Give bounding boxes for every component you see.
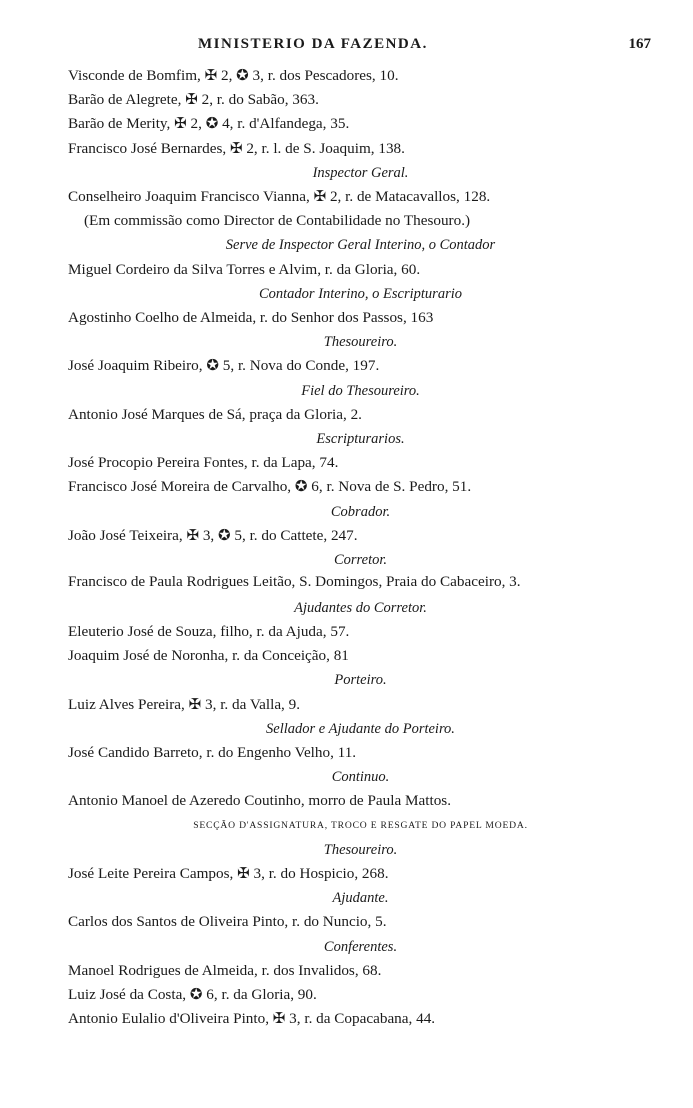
running-header xyxy=(68,36,653,56)
order-cross-icon: ✠ xyxy=(272,1011,286,1028)
order-medal-icon: ✪ xyxy=(294,479,308,496)
order-cross-icon: ✠ xyxy=(185,92,198,109)
order-medal-icon: ✪ xyxy=(206,358,219,375)
directory-entry: Antonio José Marques de Sá, praça da Gloria, 2. xyxy=(68,405,362,423)
order-cross-icon: ✠ xyxy=(204,68,218,84)
order-medal-icon: ✪ xyxy=(205,116,219,133)
directory-entry: João José Teixeira, ✠ 3, ✪ 5, r. do Cattete, 247. xyxy=(68,524,653,548)
directory-entry: Luiz Alves Pereira, ✠ 3, r. da Valla, 9. xyxy=(68,693,653,717)
directory-entry: Luiz José da Costa, ✪ 6, r. da Gloria, 90. xyxy=(68,983,653,1007)
directory-entry: Manoel Rodrigues de Almeida, r. dos Invalidos, 68. xyxy=(68,961,382,979)
directory-entry: Eleuterio José de Souza, filho, r. da Ajuda, 57. xyxy=(68,622,350,640)
order-medal-icon: ✪ xyxy=(189,987,203,1004)
section-heading: Corretor. xyxy=(333,552,388,569)
section-heading: Thesoureiro. xyxy=(323,334,398,351)
section-heading: Cobrador. xyxy=(330,503,391,520)
order-cross-icon: ✠ xyxy=(188,696,202,713)
directory-entry: Barão de Merity, ✠ 2, ✪ 4, r. d'Alfandega, 35. xyxy=(68,112,653,136)
directory-entry: Agostinho Coelho de Almeida, r. do Senhor dos Passos, 163 xyxy=(68,309,434,327)
directory-entry: Barão de Alegrete, ✠ 2, r. do Sabão, 363. xyxy=(68,88,653,112)
section-heading: Porteiro. xyxy=(334,672,387,689)
section-heading: Sellador e Ajudante do Porteiro. xyxy=(266,720,455,737)
order-cross-icon: ✠ xyxy=(229,140,243,157)
directory-entry: Francisco José Moreira de Carvalho, ✪ 6, r. Nova de S. Pedro, 51. xyxy=(68,475,653,499)
section-heading: Conferentes. xyxy=(323,938,398,955)
subsection-heading: SECÇÃO D'ASSIGNATURA, TROCO E RESGATE DO PAPEL MOEDA. xyxy=(193,819,528,831)
section-heading: Contador Interino, o Escripturario xyxy=(258,285,462,302)
section-heading: Ajudantes do Corretor. xyxy=(294,599,427,616)
directory-entry: Francisco José Bernardes, ✠ 2, r. l. de S. Joaquim, 138. xyxy=(68,137,653,161)
directory-entry: José Leite Pereira Campos, ✠ 3, r. do Hospicio, 268. xyxy=(68,862,653,886)
directory-entry: José Candido Barreto, r. do Engenho Velho, 11. xyxy=(68,743,357,761)
section-heading: Ajudante. xyxy=(332,890,389,907)
directory-entry: Francisco de Paula Rodrigues Leitão, S. Domingos, Praia do Cabaceiro, 3. xyxy=(68,573,521,591)
section-heading: Escripturarios. xyxy=(316,431,405,448)
directory-entry: Visconde de Bomfim, ✠ 2, ✪ 3, r. dos Pescadores, 10. xyxy=(68,64,653,88)
directory-entry: Joaquim José de Noronha, r. da Conceição, 81 xyxy=(68,647,349,665)
order-cross-icon: ✠ xyxy=(174,116,187,133)
directory-entry: Antonio Manoel de Azeredo Coutinho, morro de Paula Mattos. xyxy=(68,792,451,810)
order-cross-icon: ✠ xyxy=(313,189,327,206)
directory-entry: José Joaquim Ribeiro, ✪ 5, r. Nova do Conde, 197. xyxy=(68,354,653,378)
directory-entry: Antonio Eulalio d'Oliveira Pinto, ✠ 3, r. da Copacabana, 44. xyxy=(68,1007,653,1031)
order-medal-icon: ✪ xyxy=(236,68,249,84)
directory-entry: Miguel Cordeiro da Silva Torres e Alvim, r. da Gloria, 60. xyxy=(68,260,421,278)
section-heading: Thesoureiro. xyxy=(323,841,398,858)
order-medal-icon: ✪ xyxy=(218,527,231,544)
page-title: MINISTERIO DA FAZENDA. xyxy=(198,36,428,52)
directory-entry: (Em commissão como Director de Contabilidade no Thesouro.) xyxy=(84,212,471,230)
directory-entry: Conselheiro Joaquim Francisco Vianna, ✠ 2, r. de Matacavallos, 128. xyxy=(68,185,653,209)
section-heading: Fiel do Thesoureiro. xyxy=(301,382,420,399)
section-heading: Continuo. xyxy=(331,769,390,786)
directory-entry: Carlos dos Santos de Oliveira Pinto, r. do Nuncio, 5. xyxy=(68,913,387,931)
directory-entry: José Procopio Pereira Fontes, r. da Lapa, 74. xyxy=(68,454,339,472)
order-cross-icon: ✠ xyxy=(237,866,250,882)
section-heading: Inspector Geral. xyxy=(312,164,409,181)
page-number: 167 xyxy=(628,36,651,52)
section-heading: Serve de Inspector Geral Interino, o Contador xyxy=(225,237,496,254)
directory-list xyxy=(68,64,653,1031)
order-cross-icon: ✠ xyxy=(186,527,200,544)
